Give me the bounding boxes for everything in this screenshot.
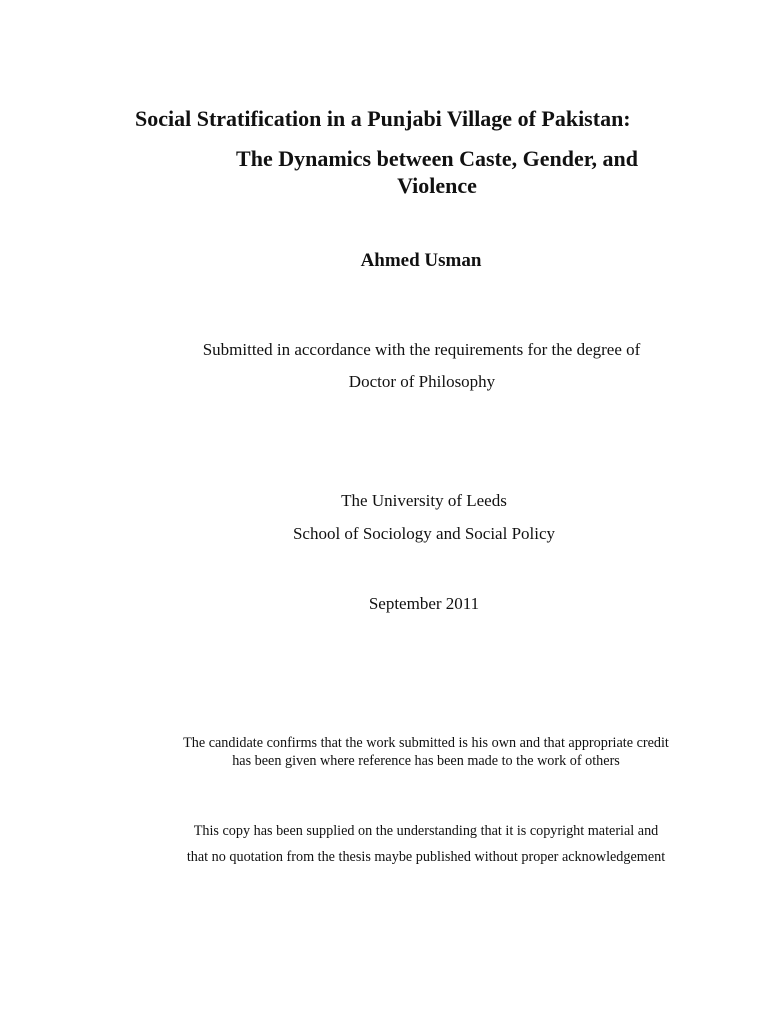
copyright-statement-line-1: This copy has been supplied on the understanding that it is copyright material and — [193, 823, 659, 839]
thesis-title-line-2: The Dynamics between Caste, Gender, and — [236, 146, 638, 171]
candidate-statement-line-1: The candidate confirms that the work submitted is his own and that appropriate credit — [183, 735, 669, 751]
thesis-title-line-3: Violence — [397, 173, 477, 198]
copyright-statement-line-2: that no quotation from the thesis maybe published without proper acknowledgement — [186, 849, 666, 865]
university-name: The University of Leeds — [341, 491, 507, 510]
degree-statement-line-1: Submitted in accordance with the requirements for the degree of — [202, 340, 641, 359]
degree-name: Doctor of Philosophy — [348, 372, 496, 391]
thesis-title-line-1: Social Stratification in a Punjabi Village of Pakistan: — [135, 106, 631, 131]
candidate-statement-line-2: has been given where reference has been made to the work of others — [232, 753, 620, 769]
school-name: School of Sociology and Social Policy — [292, 524, 556, 543]
submission-date: September 2011 — [368, 594, 480, 613]
author-name: Ahmed Usman — [360, 250, 482, 271]
